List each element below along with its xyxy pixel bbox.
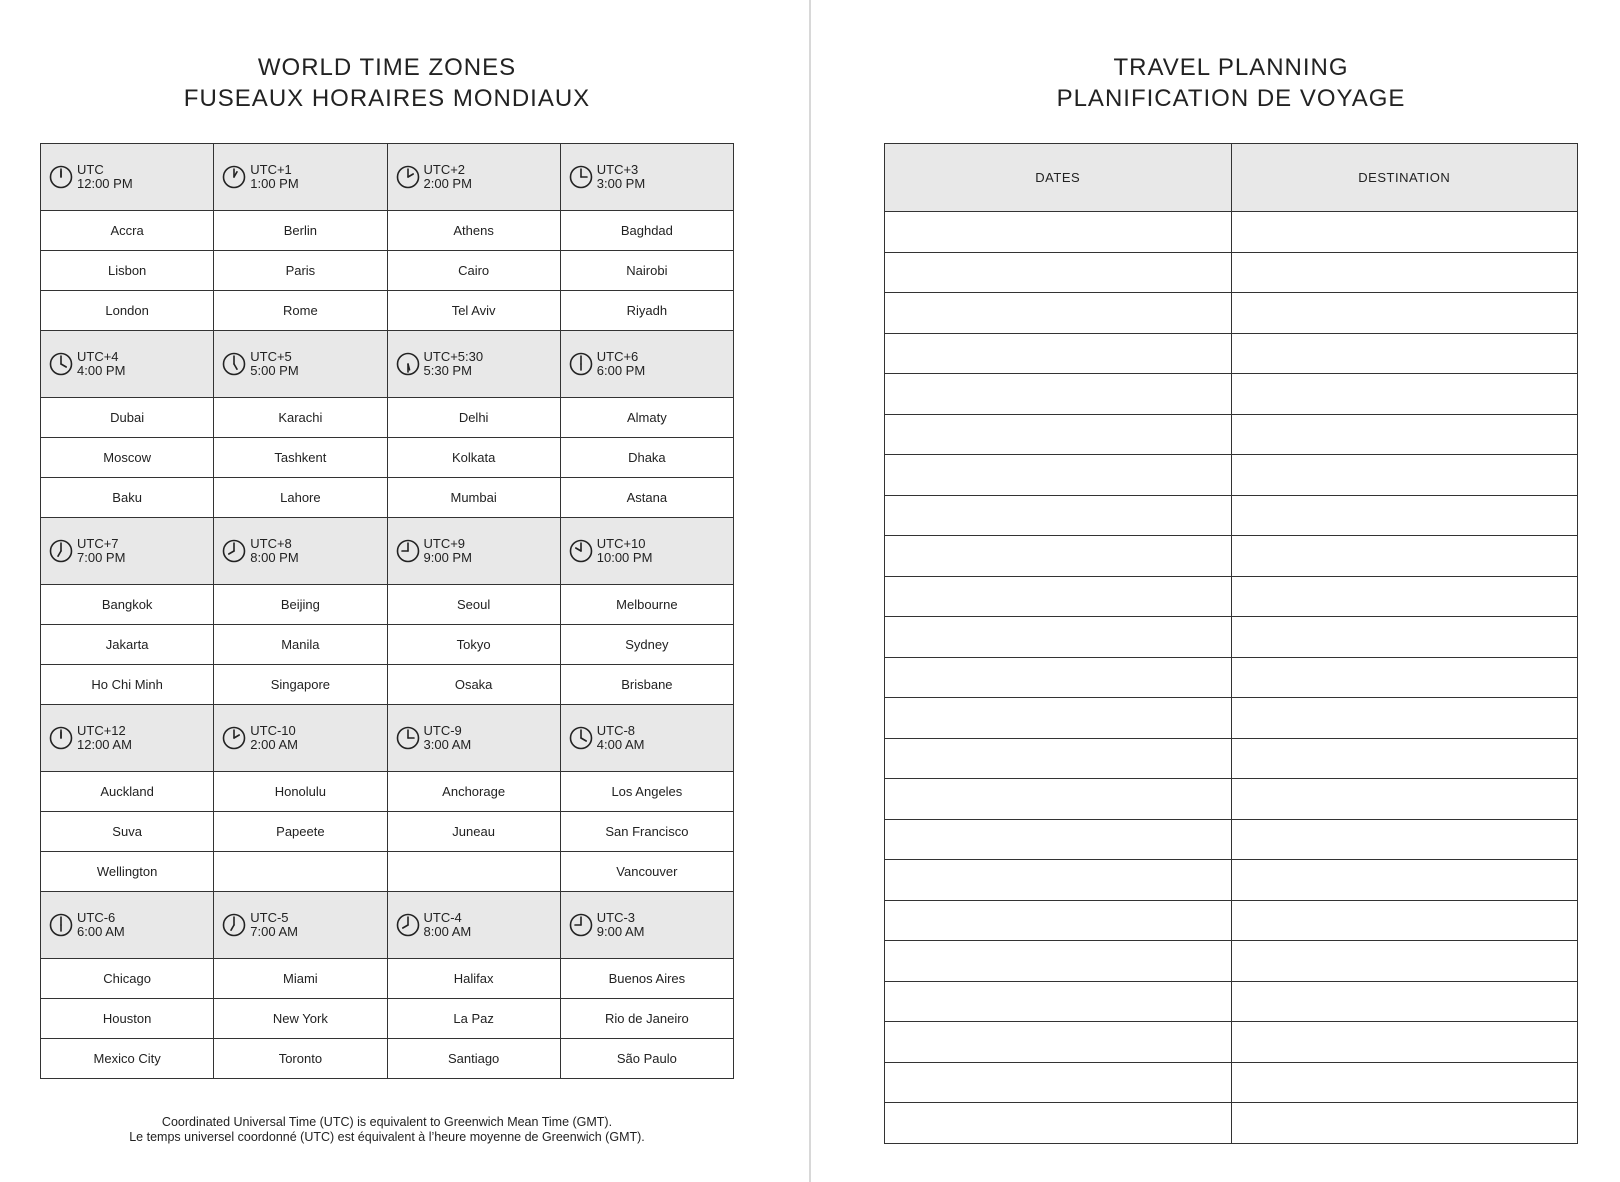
city-row [41,251,734,291]
dates-cell[interactable] [885,657,1232,698]
city-row [41,478,734,518]
zone-header-cell [387,705,560,772]
plan-row [885,455,1578,496]
city-cell: Tokyo [387,625,560,665]
zone-label [569,537,733,565]
zone-label [49,163,213,191]
city-cell: London [41,291,214,331]
zone-header-cell [387,518,560,585]
city-row [41,665,734,705]
zone-header-row [41,144,734,211]
destination-column-header: DESTINATION [1231,144,1578,212]
plan-row [885,212,1578,253]
clock-icon [222,165,246,189]
city-cell: Houston [41,999,214,1039]
zone-text [77,724,132,752]
city-cell: Lisbon [41,251,214,291]
plan-row [885,1103,1578,1144]
city-cell: Baghdad [560,211,733,251]
city-cell: La Paz [387,999,560,1039]
plan-row [885,293,1578,334]
city-cell: Rome [214,291,387,331]
zone-text [250,537,298,565]
city-cell: Moscow [41,438,214,478]
clock-icon [569,539,593,563]
zone-label [569,724,733,752]
dates-cell[interactable] [885,212,1232,253]
footnote [40,1115,734,1145]
local-time: 12:00 PM [77,176,133,191]
city-cell: Tashkent [214,438,387,478]
destination-cell[interactable] [1231,414,1578,455]
destination-cell[interactable] [1231,293,1578,334]
city-cell: Papeete [214,812,387,852]
utc-offset: UTC-6 [77,910,116,925]
destination-cell[interactable] [1231,819,1578,860]
zone-header-cell [214,331,387,398]
footnote-french: Le temps universel coordonné (UTC) est équivalent à l’heure moyenne de Greenwich (GMT). [129,1130,645,1144]
zone-text [424,911,472,939]
clock-icon [222,913,246,937]
destination-cell[interactable] [1231,698,1578,739]
zone-header-row [41,518,734,585]
zone-text [424,537,472,565]
zone-label [222,537,386,565]
dates-cell[interactable] [885,455,1232,496]
dates-cell[interactable] [885,738,1232,779]
zone-text [250,163,298,191]
dates-cell[interactable] [885,495,1232,536]
clock-icon [49,352,73,376]
zone-text [77,537,125,565]
destination-cell[interactable] [1231,860,1578,901]
zone-label [396,350,560,378]
city-cell: Santiago [387,1039,560,1079]
destination-cell[interactable] [1231,981,1578,1022]
zone-label [49,911,213,939]
plan-row [885,1062,1578,1103]
local-time: 8:00 AM [423,924,472,939]
destination-cell[interactable] [1231,1103,1578,1144]
clock-icon [569,726,593,750]
dates-cell[interactable] [885,617,1232,658]
city-cell: Honolulu [214,772,387,812]
plan-row [885,1022,1578,1063]
zone-label [569,350,733,378]
city-cell: Berlin [214,211,387,251]
city-cell: Riyadh [560,291,733,331]
destination-cell[interactable] [1231,455,1578,496]
zone-text [250,911,298,939]
plan-row [885,333,1578,374]
clock-icon [396,352,420,376]
local-time: 7:00 PM [77,550,126,565]
city-cell: San Francisco [560,812,733,852]
dates-column-header: DATES [885,144,1232,212]
city-cell: São Paulo [560,1039,733,1079]
city-row [41,585,734,625]
city-cell: Juneau [387,812,560,852]
clock-icon [396,726,420,750]
destination-cell[interactable] [1231,1062,1578,1103]
title-english: WORLD TIME ZONES [257,54,517,81]
utc-offset: UTC+4 [77,349,119,364]
clock-icon [222,352,246,376]
city-cell: Anchorage [387,772,560,812]
city-cell: Tel Aviv [387,291,560,331]
utc-offset: UTC+5 [250,349,292,364]
utc-offset: UTC-3 [596,910,636,925]
dates-cell[interactable] [885,698,1232,739]
plan-row [885,657,1578,698]
zone-header-cell [560,705,733,772]
utc-offset: UTC+1 [250,162,292,177]
world-time-zones-page [0,0,808,1182]
city-cell: Dhaka [560,438,733,478]
local-time: 3:00 PM [596,176,646,191]
city-cell: Cairo [387,251,560,291]
plan-row [885,536,1578,577]
footnote-english: Coordinated Universal Time (UTC) is equivalent to Greenwich Mean Time (GMT). [161,1115,613,1129]
local-time: 5:00 PM [250,363,299,378]
dates-cell[interactable] [885,576,1232,617]
zone-text [597,911,645,939]
city-cell: Almaty [560,398,733,438]
zone-header-cell [560,518,733,585]
city-cell: New York [214,999,387,1039]
travel-planning-page [812,0,1620,1182]
zone-text [597,724,645,752]
city-cell: Karachi [214,398,387,438]
clock-icon [222,726,246,750]
zone-label [222,911,386,939]
title-english: TRAVEL PLANNING [1113,54,1349,81]
city-cell: Astana [560,478,733,518]
utc-offset: UTC+9 [423,536,466,551]
plan-row [885,617,1578,658]
utc-offset: UTC [77,162,104,177]
local-time: 4:00 AM [596,737,645,752]
city-row [41,1039,734,1079]
destination-cell[interactable] [1231,212,1578,253]
city-row [41,999,734,1039]
clock-icon [49,165,73,189]
plan-row [885,738,1578,779]
city-cell: Ho Chi Minh [41,665,214,705]
plan-row [885,779,1578,820]
city-cell: Manila [214,625,387,665]
page-title [884,52,1578,114]
zone-header-row [41,331,734,398]
local-time: 6:00 AM [77,924,125,939]
dates-cell[interactable] [885,860,1232,901]
local-time: 2:00 PM [423,176,472,191]
city-cell: Nairobi [560,251,733,291]
city-row [41,398,734,438]
destination-cell[interactable] [1231,900,1578,941]
zone-header-cell [41,144,214,211]
city-cell: Baku [41,478,214,518]
zone-label [222,350,386,378]
plan-row [885,819,1578,860]
destination-cell[interactable] [1231,495,1578,536]
zone-text [424,163,472,191]
local-time: 6:00 PM [596,363,646,378]
title-french: PLANIFICATION DE VOYAGE [1056,85,1406,112]
city-cell: Chicago [41,959,214,999]
utc-offset: UTC-4 [423,910,462,925]
zone-text [597,163,645,191]
dates-cell[interactable] [885,333,1232,374]
clock-icon [222,539,246,563]
utc-offset: UTC-9 [423,723,462,738]
zone-header-cell [387,331,560,398]
travel-plan-table [884,143,1578,1144]
zone-header-cell [560,892,733,959]
zone-header-cell [41,892,214,959]
clock-icon [396,539,420,563]
destination-cell[interactable] [1231,779,1578,820]
zone-label [49,724,213,752]
zone-text [250,350,298,378]
city-row [41,812,734,852]
local-time: 2:00 AM [250,737,298,752]
city-cell: Mumbai [387,478,560,518]
zone-header-row [41,892,734,959]
city-cell: Delhi [387,398,560,438]
city-row [41,211,734,251]
zone-text [424,724,472,752]
local-time: 5:30 PM [423,363,472,378]
plan-row [885,374,1578,415]
utc-offset: UTC-8 [596,723,636,738]
utc-offset: UTC+7 [77,536,119,551]
local-time: 12:00 AM [77,737,132,752]
utc-offset: UTC+8 [250,536,292,551]
destination-cell[interactable] [1231,617,1578,658]
city-cell: Brisbane [560,665,733,705]
utc-offset: UTC+6 [596,349,639,364]
plan-row [885,414,1578,455]
zone-label [49,350,213,378]
city-row [41,291,734,331]
zone-text [77,350,125,378]
destination-cell[interactable] [1231,941,1578,982]
zone-label [569,911,733,939]
city-cell: Accra [41,211,214,251]
utc-offset: UTC+10 [596,536,646,551]
destination-cell[interactable] [1231,536,1578,577]
dates-cell[interactable] [885,1022,1232,1063]
plan-row [885,860,1578,901]
dates-cell[interactable] [885,819,1232,860]
zone-header-cell [560,144,733,211]
destination-cell[interactable] [1231,333,1578,374]
local-time: 3:00 AM [423,737,472,752]
time-zone-table [40,143,734,1079]
city-cell: Wellington [41,852,214,892]
city-cell [387,852,560,892]
clock-icon [569,352,593,376]
clock-icon [569,165,593,189]
page-title [40,52,734,114]
city-cell: Seoul [387,585,560,625]
local-time: 4:00 PM [77,363,126,378]
utc-offset: UTC-5 [250,910,289,925]
zone-label [396,163,560,191]
city-cell: Miami [214,959,387,999]
city-cell: Mexico City [41,1039,214,1079]
city-cell: Lahore [214,478,387,518]
utc-offset: UTC+2 [423,162,466,177]
page-divider [809,0,811,1182]
zone-header-cell [214,518,387,585]
local-time: 9:00 AM [596,924,645,939]
clock-icon [569,913,593,937]
dates-cell[interactable] [885,252,1232,293]
dates-cell[interactable] [885,414,1232,455]
zone-header-row [41,705,734,772]
title-french: FUSEAUX HORAIRES MONDIAUX [183,85,591,112]
zone-header-cell [41,331,214,398]
city-cell: Paris [214,251,387,291]
city-cell: Kolkata [387,438,560,478]
city-cell: Buenos Aires [560,959,733,999]
zone-label [569,163,733,191]
local-time: 7:00 AM [250,924,298,939]
dates-cell[interactable] [885,1103,1232,1144]
local-time: 8:00 PM [250,550,299,565]
zone-text [424,350,484,378]
city-cell: Singapore [214,665,387,705]
city-cell: Vancouver [560,852,733,892]
local-time: 9:00 PM [423,550,472,565]
dates-cell[interactable] [885,374,1232,415]
zone-header-cell [214,144,387,211]
zone-text [250,724,298,752]
city-cell: Los Angeles [560,772,733,812]
dates-cell[interactable] [885,1062,1232,1103]
city-cell: Jakarta [41,625,214,665]
utc-offset: UTC+12 [77,723,126,738]
city-cell: Athens [387,211,560,251]
plan-row [885,698,1578,739]
zone-header-cell [41,705,214,772]
zone-label [396,537,560,565]
city-row [41,625,734,665]
zone-header-cell [560,331,733,398]
dates-cell[interactable] [885,900,1232,941]
clock-icon [49,913,73,937]
table-header-row [885,144,1578,212]
clock-icon [396,913,420,937]
zone-header-cell [41,518,214,585]
dates-cell[interactable] [885,981,1232,1022]
zone-header-cell [387,892,560,959]
city-cell: Auckland [41,772,214,812]
dates-cell[interactable] [885,293,1232,334]
city-cell: Beijing [214,585,387,625]
destination-cell[interactable] [1231,576,1578,617]
plan-row [885,252,1578,293]
utc-offset: UTC+3 [596,162,639,177]
destination-cell[interactable] [1231,657,1578,698]
zone-label [396,911,560,939]
utc-offset: UTC+5:30 [423,349,484,364]
city-cell: Halifax [387,959,560,999]
zone-label [222,163,386,191]
city-cell: Sydney [560,625,733,665]
clock-icon [49,726,73,750]
city-cell: Melbourne [560,585,733,625]
zone-label [396,724,560,752]
dates-cell[interactable] [885,779,1232,820]
clock-icon [49,539,73,563]
city-cell: Toronto [214,1039,387,1079]
city-cell: Dubai [41,398,214,438]
zone-header-cell [387,144,560,211]
plan-row [885,900,1578,941]
destination-cell[interactable] [1231,738,1578,779]
zone-header-cell [214,892,387,959]
plan-row [885,981,1578,1022]
city-cell [214,852,387,892]
zone-header-cell [214,705,387,772]
city-row [41,438,734,478]
city-row [41,852,734,892]
zone-text [77,163,133,191]
plan-row [885,495,1578,536]
zone-label [222,724,386,752]
city-row [41,959,734,999]
city-cell: Bangkok [41,585,214,625]
destination-cell[interactable] [1231,374,1578,415]
city-cell: Rio de Janeiro [560,999,733,1039]
destination-cell[interactable] [1231,1022,1578,1063]
zone-label [49,537,213,565]
dates-cell[interactable] [885,536,1232,577]
city-row [41,772,734,812]
local-time: 1:00 PM [250,176,299,191]
plan-row [885,576,1578,617]
plan-row [885,941,1578,982]
city-cell: Suva [41,812,214,852]
dates-cell[interactable] [885,941,1232,982]
zone-text [597,537,653,565]
local-time: 10:00 PM [596,550,653,565]
city-cell: Osaka [387,665,560,705]
zone-text [77,911,125,939]
destination-cell[interactable] [1231,252,1578,293]
clock-icon [396,165,420,189]
utc-offset: UTC-10 [250,723,296,738]
zone-text [597,350,645,378]
